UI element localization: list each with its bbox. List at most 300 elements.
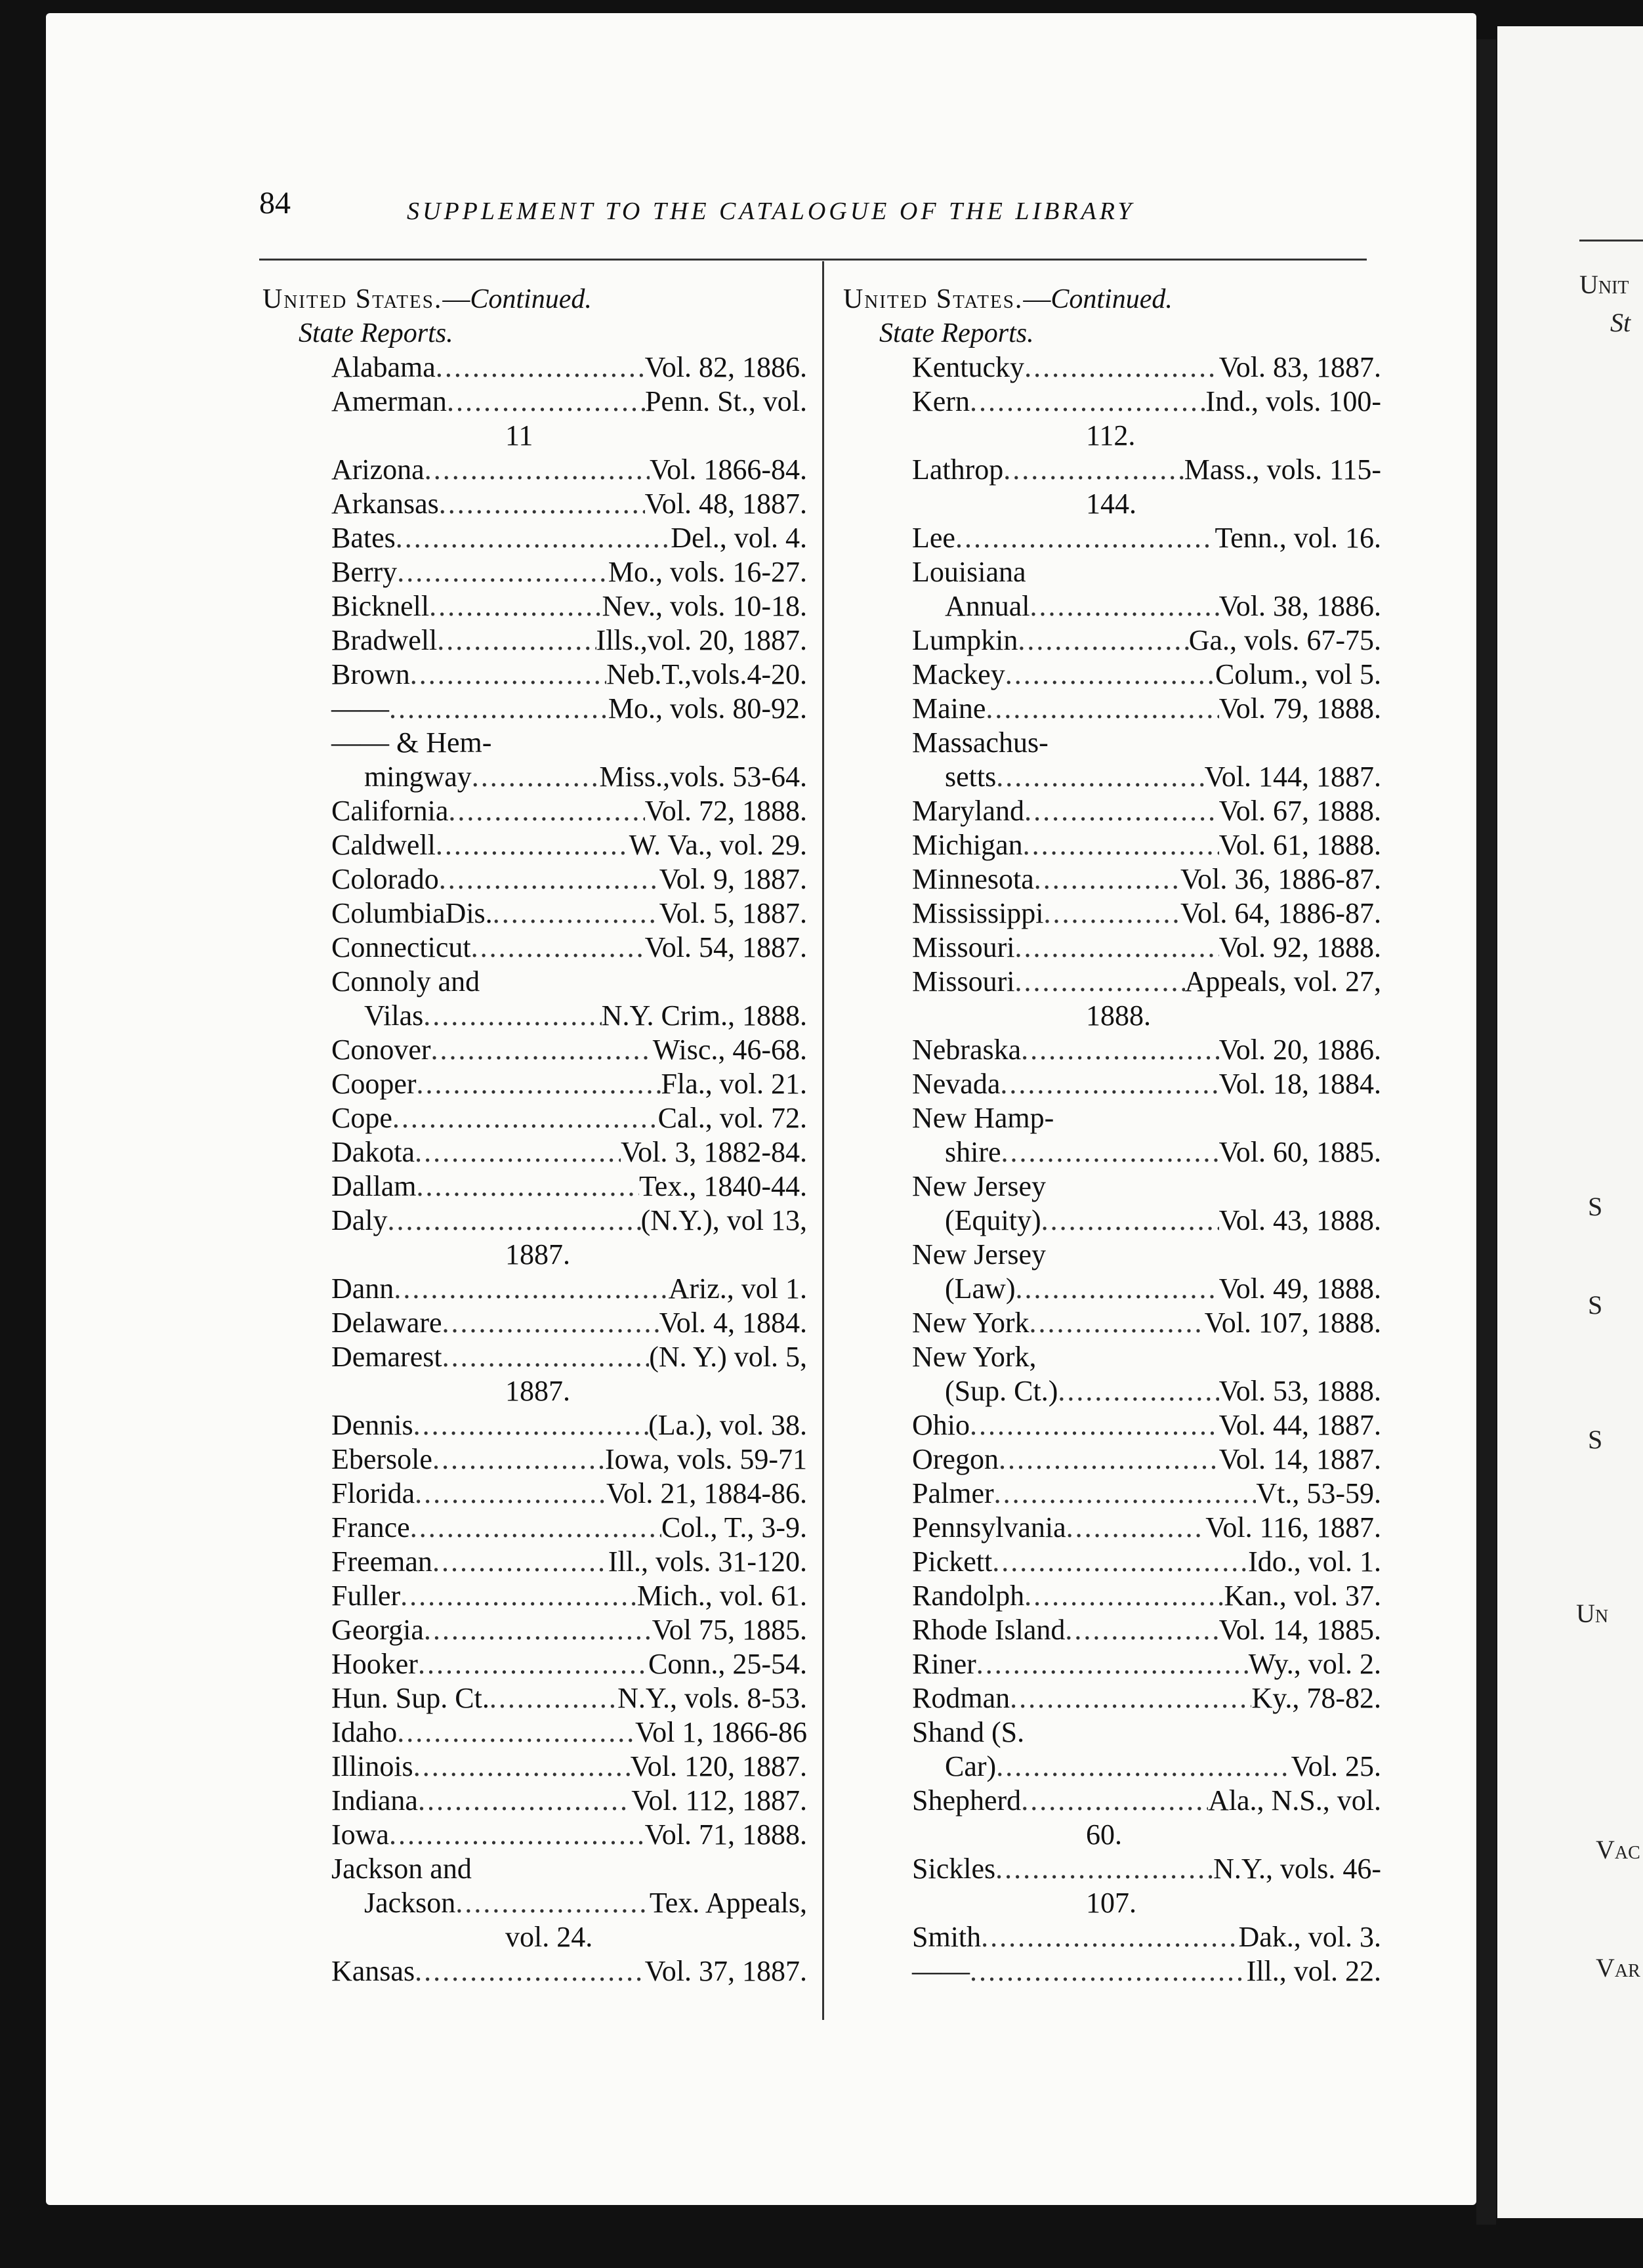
entry-reference: Vol. 112, 1887. [631, 1784, 807, 1816]
entry-row [843, 1374, 1381, 1408]
entry-row [262, 385, 807, 419]
entry-row [843, 623, 1381, 658]
entry-row [262, 1477, 807, 1511]
dot-leader [432, 1442, 605, 1477]
catalogue-entry [843, 1340, 1381, 1408]
facing-page-fragment: S [1588, 1192, 1603, 1221]
entry-reference-cont: 1887. [505, 1238, 570, 1270]
entry-name: Maryland [912, 795, 1025, 827]
catalogue-entry [262, 1715, 807, 1750]
entry-reference: Vol. 38, 1886. [1218, 590, 1381, 622]
entry-name: Mississippi [912, 897, 1044, 929]
dot-leader [970, 1408, 1219, 1442]
entry-row [262, 828, 807, 862]
entry-reference: Vol. 37, 1887. [644, 1955, 807, 1987]
entry-name: Georgia [331, 1614, 424, 1646]
dot-leader [955, 521, 1215, 555]
catalogue-entry [262, 862, 807, 896]
catalogue-entry [843, 1852, 1381, 1920]
entry-name: Dennis [331, 1409, 413, 1441]
dot-leader [1066, 1511, 1206, 1545]
entry-reference: Ariz., vol 1. [668, 1272, 807, 1305]
entry-reference: Ga., vols. 67-75. [1188, 624, 1381, 656]
entry-row [262, 999, 807, 1033]
dot-leader [415, 1954, 645, 1988]
dot-leader [999, 1442, 1219, 1477]
catalogue-entry [843, 623, 1381, 658]
entry-name: Missouri [912, 931, 1015, 963]
entry-reference: Mich., vol. 61. [636, 1580, 807, 1612]
dot-leader [423, 999, 601, 1033]
entry-reference: Vol. 9, 1887. [659, 863, 807, 895]
dot-leader [995, 1852, 1213, 1886]
entry-name: New York [912, 1307, 1029, 1339]
entry-reference: N.Y., vols. 46- [1213, 1853, 1381, 1885]
entry-name: Arizona [331, 453, 425, 486]
entry-reference: N.Y., vols. 8-53. [617, 1682, 807, 1714]
dot-leader [970, 1954, 1247, 1988]
dot-leader [1044, 896, 1181, 931]
entry-name: Lumpkin [912, 624, 1018, 656]
entry-name: ColumbiaDis. [331, 897, 493, 929]
entry-reference: Vol. 79, 1888. [1218, 692, 1381, 724]
facing-page-fragment: St [1610, 308, 1631, 337]
entry-row [843, 589, 1381, 623]
entry-name: Shand (S. [912, 1716, 1025, 1748]
dot-leader [448, 794, 644, 828]
catalogue-entry [843, 965, 1381, 1033]
facing-page-fragment: Unit [1579, 270, 1629, 299]
dot-leader [489, 1681, 617, 1715]
entry-reference: Vol. 144, 1887. [1204, 761, 1381, 793]
entry-name: Massachus- [912, 726, 1049, 759]
dot-leader [415, 1135, 621, 1169]
entry-name: —— [331, 692, 389, 724]
dot-leader [986, 692, 1218, 726]
dot-leader [429, 589, 602, 623]
entry-reference: Vol. 25. [1291, 1750, 1381, 1782]
left-column [262, 282, 807, 1988]
catalogue-entry [843, 1613, 1381, 1647]
entry-reference: (N. Y.) vol. 5, [649, 1341, 807, 1373]
entry-row [843, 965, 1381, 999]
entry-reference: (La.), vol. 38. [648, 1409, 807, 1441]
dot-leader [1014, 965, 1184, 999]
entry-name: Kentucky [912, 351, 1025, 383]
entry-name-cont: Car) [945, 1750, 997, 1782]
dot-leader [413, 1750, 631, 1784]
dot-leader [432, 1545, 608, 1579]
entry-row [262, 1954, 807, 1988]
entry-name: Cooper [331, 1068, 417, 1100]
column-divider [822, 261, 824, 2020]
heading-country: United States. [843, 284, 1024, 314]
catalogue-entry [262, 1954, 807, 1988]
dot-leader [396, 521, 671, 555]
entry-name: Ebersole [331, 1443, 432, 1475]
entry-reference-cont: 11 [505, 419, 533, 452]
entry-reference: Ills.,vol. 20, 1887. [596, 624, 807, 656]
entry-row [843, 1067, 1381, 1101]
dot-leader [397, 1715, 635, 1750]
entry-name: New York, [912, 1341, 1037, 1373]
entry-reference: Colum., vol 5. [1215, 658, 1381, 690]
dot-leader [1021, 1784, 1208, 1818]
catalogue-entry [262, 1579, 807, 1613]
entry-row [843, 794, 1381, 828]
entry-reference-cont: 144. [1086, 488, 1136, 520]
entry-name-cont: Annual [945, 590, 1030, 622]
entry-reference: Vol. 83, 1887. [1218, 351, 1381, 383]
catalogue-entry [843, 350, 1381, 385]
catalogue-entry [262, 1272, 807, 1306]
entry-reference: Tex. Appeals, [649, 1887, 807, 1919]
entry-row [843, 1306, 1381, 1340]
entry-name: Oregon [912, 1443, 999, 1475]
entry-reference: Ind., vols. 100- [1205, 385, 1381, 417]
entry-reference: Vol. 71, 1888. [644, 1818, 807, 1851]
entry-name: Hun. Sup. Ct. [331, 1682, 489, 1714]
dot-leader [1005, 658, 1215, 692]
catalogue-entry [262, 1750, 807, 1784]
entry-reference: Vol. 18, 1884. [1218, 1068, 1381, 1100]
dot-leader [388, 1204, 641, 1238]
entry-row [843, 1681, 1381, 1715]
dot-leader [442, 1306, 659, 1340]
entry-name: Bicknell [331, 590, 430, 622]
entry-reference: Ill., vols. 31-120. [608, 1545, 807, 1578]
entry-name: Pennsylvania [912, 1511, 1066, 1544]
entry-row [262, 1204, 807, 1238]
catalogue-entry [843, 385, 1381, 453]
catalogue-entry [262, 931, 807, 965]
dot-leader [455, 1886, 650, 1920]
catalogue-entry [262, 1169, 807, 1204]
catalogue-entry [262, 453, 807, 487]
facing-page-fragment: S [1588, 1425, 1603, 1454]
dot-leader [424, 1613, 652, 1647]
entry-name: California [331, 795, 449, 827]
entry-row [843, 350, 1381, 385]
catalogue-entry [843, 1238, 1381, 1306]
entry-name-cont: mingway [364, 761, 472, 793]
book-gutter [1476, 39, 1496, 2225]
entry-name: Conover [331, 1034, 431, 1066]
entry-name-cont: Jackson [364, 1887, 456, 1919]
entry-row [262, 1681, 807, 1715]
entry-reference: Vol. 1866-84. [650, 453, 807, 486]
catalogue-entry [843, 1715, 1381, 1784]
catalogue-entry [843, 521, 1381, 555]
right-column [843, 282, 1381, 1988]
entry-row [843, 896, 1381, 931]
catalogue-entry [262, 1613, 807, 1647]
entry-reference: N.Y. Crim., 1888. [601, 999, 807, 1032]
entry-name: Fuller [331, 1580, 401, 1612]
entry-name: Rhode Island [912, 1614, 1066, 1646]
entry-reference: Vol. 107, 1888. [1204, 1307, 1381, 1339]
entry-name: Mackey [912, 658, 1005, 690]
heading-dash: — [442, 284, 470, 314]
entry-name: Iowa [331, 1818, 389, 1851]
dot-leader [1024, 1579, 1224, 1613]
entry-row [262, 1886, 807, 1920]
entry-reference: Iowa, vols. 59-71 [605, 1443, 807, 1475]
catalogue-entry [262, 828, 807, 862]
catalogue-entry [843, 1477, 1381, 1511]
entry-reference: Conn., 25-54. [648, 1648, 807, 1680]
entry-name: Bradwell [331, 624, 438, 656]
entry-row [262, 350, 807, 385]
entry-row [262, 1306, 807, 1340]
catalogue-entry [843, 1169, 1381, 1238]
entry-name: New Hamp- [912, 1102, 1054, 1134]
entry-name: Minnesota [912, 863, 1034, 895]
dot-leader [439, 862, 659, 896]
catalogue-entry [262, 1818, 807, 1852]
entry-name-cont: (Equity) [945, 1204, 1041, 1236]
entry-name: Michigan [912, 829, 1023, 861]
entry-reference: Mo., vols. 16-27. [608, 556, 807, 588]
entry-name: Bates [331, 522, 396, 554]
entry-row [262, 1340, 807, 1374]
entry-reference: Vol. 4, 1884. [659, 1307, 807, 1339]
catalogue-entry [262, 555, 807, 589]
entry-row [843, 1954, 1381, 1988]
facing-page-fragment: S [1588, 1290, 1603, 1320]
entry-name: Ohio [912, 1409, 970, 1441]
catalogue-entry [262, 726, 807, 794]
entry-name: Kern [912, 385, 970, 417]
dot-leader [1001, 1135, 1219, 1169]
entry-row [262, 487, 807, 521]
entry-row [262, 862, 807, 896]
catalogue-entry [262, 1306, 807, 1340]
dot-leader [1029, 1306, 1204, 1340]
entry-name: Lathrop [912, 453, 1004, 486]
entry-reference: Vt., 53-59. [1256, 1477, 1381, 1509]
entry-reference: Vol. 44, 1887. [1218, 1409, 1381, 1441]
dot-leader [436, 350, 645, 385]
entry-row [843, 1579, 1381, 1613]
entry-reference: Vol. 92, 1888. [1218, 931, 1381, 963]
entry-reference-cont: 60. [1086, 1818, 1122, 1851]
catalogue-entry [843, 692, 1381, 726]
catalogue-entry [843, 1647, 1381, 1681]
catalogue-entry [262, 1135, 807, 1169]
entry-name: Randolph [912, 1580, 1025, 1612]
dot-leader [976, 1647, 1249, 1681]
dot-leader [389, 1818, 645, 1852]
catalogue-entry [262, 1545, 807, 1579]
entry-reference: Wy., vol. 2. [1248, 1648, 1381, 1680]
entry-name: France [331, 1511, 410, 1544]
dot-leader [392, 1101, 658, 1135]
dot-leader [1058, 1374, 1218, 1408]
entry-reference: Ky., 78-82. [1251, 1682, 1381, 1714]
dot-leader [493, 896, 659, 931]
dot-leader [1041, 1204, 1219, 1238]
entry-row [262, 555, 807, 589]
dot-leader [418, 1784, 631, 1818]
dot-leader [394, 1272, 668, 1306]
dot-leader [992, 1545, 1248, 1579]
entry-row [262, 1818, 807, 1852]
entry-row [843, 931, 1381, 965]
dot-leader [1000, 1067, 1218, 1101]
entry-row [262, 1784, 807, 1818]
dot-leader [471, 931, 645, 965]
catalogue-entry [843, 453, 1381, 521]
entry-name-cont: (Sup. Ct.) [945, 1375, 1058, 1407]
dot-leader [996, 1750, 1291, 1784]
dot-leader [994, 1477, 1257, 1511]
entry-reference: W. Va., vol. 29. [629, 829, 807, 861]
catalogue-entry [262, 623, 807, 658]
entry-name: Demarest [331, 1341, 442, 1373]
entry-reference: Vol 75, 1885. [652, 1614, 807, 1646]
entry-reference: Vol. 49, 1888. [1218, 1272, 1381, 1305]
entry-name: New Jersey [912, 1238, 1047, 1270]
catalogue-entry [262, 896, 807, 931]
catalogue-entry [843, 658, 1381, 692]
entry-name: New Jersey [912, 1170, 1047, 1202]
catalogue-entry [262, 1477, 807, 1511]
facing-page-fragment: Un [1576, 1599, 1609, 1628]
catalogue-entry [262, 1681, 807, 1715]
entry-reference: Mass., vols. 115- [1184, 453, 1381, 486]
entry-name: Connoly and [331, 965, 480, 998]
dot-leader [996, 760, 1204, 794]
entry-row [843, 521, 1381, 555]
entry-reference: Mo., vols. 80-92. [608, 692, 807, 724]
entry-row [843, 1033, 1381, 1067]
entry-row [843, 385, 1381, 419]
entry-row [843, 1852, 1381, 1886]
entry-name: —— & Hem- [331, 726, 492, 759]
catalogue-entry [843, 1579, 1381, 1613]
entry-reference: Ala., N.S., vol. [1208, 1784, 1381, 1816]
dot-leader [1024, 794, 1219, 828]
entry-name: Rodman [912, 1682, 1010, 1714]
entry-name: Lee [912, 522, 955, 554]
entry-row [262, 1033, 807, 1067]
heading-continued: Continued. [1050, 284, 1173, 314]
entry-name: Louisiana [912, 556, 1026, 588]
entry-reference: Vol. 14, 1885. [1218, 1614, 1381, 1646]
entry-row [262, 1408, 807, 1442]
dot-leader [415, 1477, 606, 1511]
entry-row [843, 1613, 1381, 1647]
entry-reference: Vol. 48, 1887. [644, 488, 807, 520]
entry-row [843, 1920, 1381, 1954]
entry-name: Riner [912, 1648, 976, 1680]
entry-list [843, 350, 1381, 1988]
entry-name: Smith [912, 1921, 982, 1953]
entry-row [262, 1272, 807, 1306]
catalogue-entry [843, 726, 1381, 794]
dot-leader [439, 487, 645, 521]
entry-reference: Vol. 43, 1888. [1218, 1204, 1381, 1236]
entry-row [262, 623, 807, 658]
entry-row [262, 931, 807, 965]
entry-reference: Wisc., 46-68. [652, 1034, 807, 1066]
dot-leader [437, 623, 596, 658]
entry-name: Maine [912, 692, 986, 724]
entry-reference-cont: 1887. [505, 1375, 570, 1407]
entry-row [843, 692, 1381, 726]
entry-reference: Vol. 82, 1886. [644, 351, 807, 383]
entry-name: Sickles [912, 1853, 996, 1885]
catalogue-entry [262, 589, 807, 623]
entry-row [262, 658, 807, 692]
catalogue-entry [262, 692, 807, 726]
catalogue-entry [262, 521, 807, 555]
entry-row [843, 828, 1381, 862]
entry-row [843, 1135, 1381, 1169]
catalogue-entry [262, 350, 807, 385]
entry-reference: Vol. 67, 1888. [1218, 795, 1381, 827]
catalogue-entry [843, 1033, 1381, 1067]
facing-page-fragment: Var [1596, 1953, 1640, 1983]
entry-row [843, 1750, 1381, 1784]
dot-leader [1018, 623, 1188, 658]
entry-reference-cont: vol. 24. [505, 1921, 593, 1953]
dot-leader [431, 1033, 653, 1067]
entry-row [843, 760, 1381, 794]
catalogue-entry [843, 1511, 1381, 1545]
catalogue-entry [262, 794, 807, 828]
entry-name: Connecticut [331, 931, 471, 963]
catalogue-entry [262, 658, 807, 692]
catalogue-entry [262, 1784, 807, 1818]
dot-leader [410, 1511, 661, 1545]
dot-leader [1016, 1272, 1219, 1306]
dot-leader [442, 1340, 650, 1374]
dot-leader [389, 692, 608, 726]
entry-reference: Neb.T.,vols.4-20. [606, 658, 807, 690]
dot-leader [400, 1579, 637, 1613]
catalogue-entry [262, 385, 807, 453]
catalogue-entry [262, 1852, 807, 1954]
dot-leader [397, 555, 608, 589]
catalogue-entry [843, 931, 1381, 965]
entry-reference-cont: 112. [1086, 419, 1136, 452]
entry-reference: Vol. 3, 1882-84. [621, 1136, 807, 1168]
entry-name: Florida [331, 1477, 415, 1509]
entry-name-cont: Vilas [364, 999, 424, 1032]
catalogue-entry [262, 1101, 807, 1135]
entry-name: Indiana [331, 1784, 418, 1816]
entry-reference: Tenn., vol. 16. [1215, 522, 1381, 554]
entry-row [262, 1613, 807, 1647]
entry-name: Nevada [912, 1068, 1001, 1100]
facing-page-fragment: Vac [1596, 1835, 1640, 1864]
entry-name: Kansas [331, 1955, 415, 1987]
catalogue-entry [262, 1442, 807, 1477]
entry-reference: Vol. 60, 1885. [1218, 1136, 1381, 1168]
entry-name: —— [912, 1955, 970, 1987]
entry-row [262, 1545, 807, 1579]
catalogue-entry [262, 965, 807, 1033]
entry-reference: Cal., vol. 72. [657, 1102, 807, 1134]
catalogue-entry [843, 1306, 1381, 1340]
catalogue-entry [843, 1545, 1381, 1579]
catalogue-entry [843, 1101, 1381, 1169]
catalogue-entry [843, 1442, 1381, 1477]
entry-name: Dallam [331, 1170, 417, 1202]
catalogue-entry [843, 1920, 1381, 1954]
